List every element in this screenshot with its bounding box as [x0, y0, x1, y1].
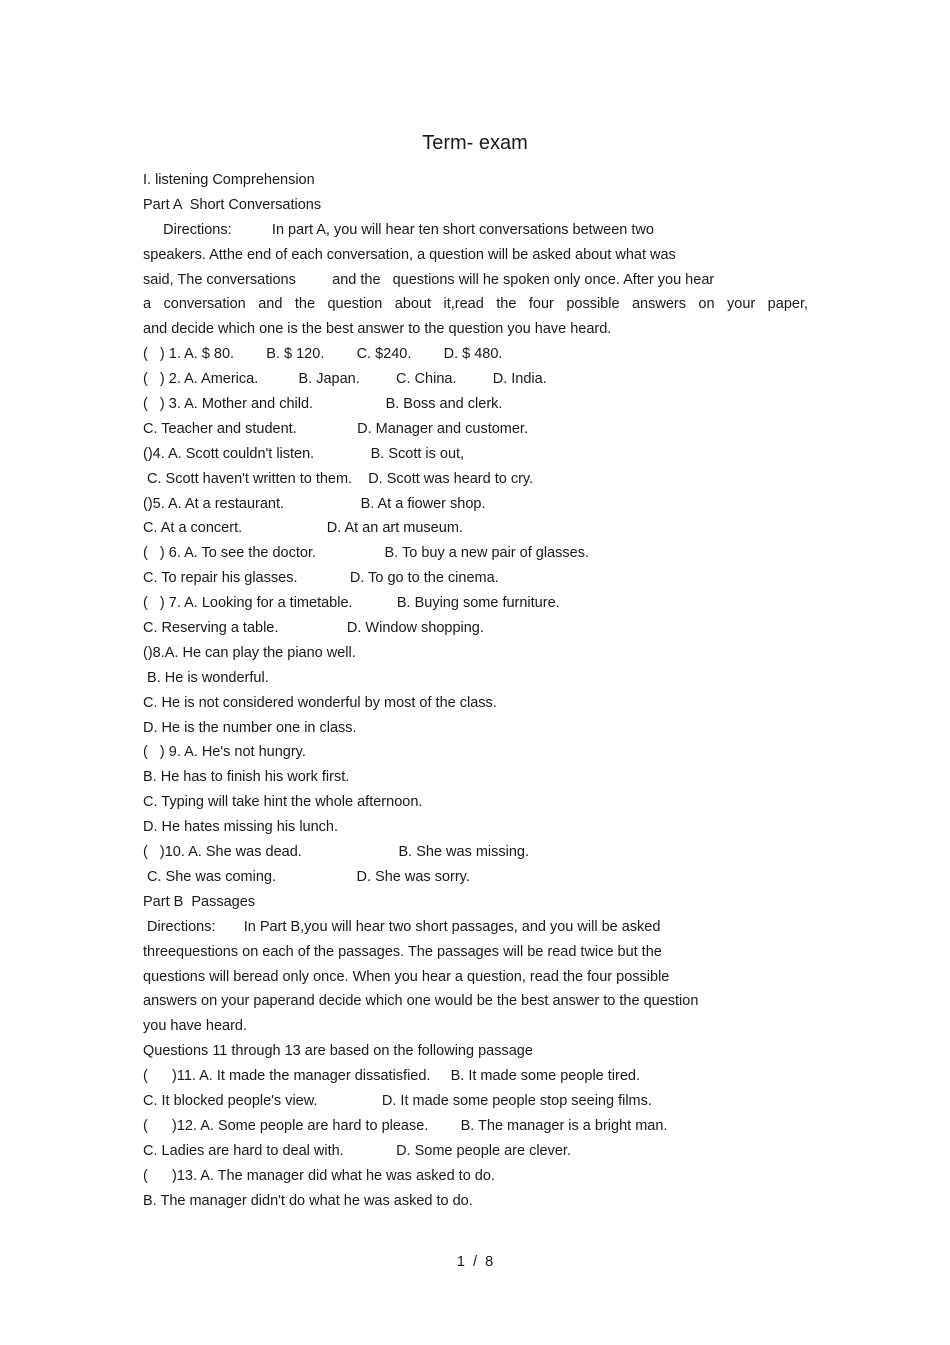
question-line: ( ) 2. A. America. B. Japan. C. China. D. India. [143, 371, 547, 388]
question-line: ()4. A. Scott couldn't listen. B. Scott is out, [143, 445, 465, 462]
directions-line: said, The conversations and the questions will he spoken only once. After you hear [143, 271, 715, 288]
question-line: C. To repair his glasses. D. To go to the cinema. [143, 570, 499, 587]
question-line: C. Teacher and student. D. Manager and customer. [143, 420, 528, 437]
question-line: C. At a concert. D. At an art museum. [143, 520, 463, 537]
directions-line: and decide which one is the best answer to the question you have heard. [143, 321, 612, 338]
question-line: C. Reserving a table. D. Window shopping. [143, 620, 484, 637]
question-line: ()8.A. He can play the piano well. [143, 644, 356, 661]
question-line: ( )13. A. The manager did what he was asked to do. [143, 1167, 495, 1184]
question-line: ( ) 6. A. To see the doctor. B. To buy a new pair of glasses. [143, 545, 589, 562]
directions-line: speakers. Atthe end of each conversation, a question will be asked about what was [143, 246, 676, 263]
directions-line: answers on your paperand decide which one would be the best answer to the question [143, 993, 699, 1010]
question-line: ()5. A. At a restaurant. B. At a fiower shop. [143, 495, 486, 512]
question-line: B. He has to finish his work first. [143, 769, 350, 786]
question-line: ( )12. A. Some people are hard to please. B. The manager is a bright man. [143, 1117, 668, 1134]
question-line: ( ) 9. A. He's not hungry. [143, 744, 306, 761]
question-line: D. He is the number one in class. [143, 719, 357, 736]
question-line: ( ) 3. A. Mother and child. B. Boss and clerk. [143, 396, 503, 413]
directions-line: a conversation and the question about it,read the four possible answers on your paper, [143, 296, 808, 313]
question-line: B. The manager didn't do what he was asked to do. [143, 1192, 473, 1209]
question-line: ( )10. A. She was dead. B. She was missing. [143, 844, 530, 861]
directions-line: Directions: In Part B,you will hear two short passages, and you will be asked [143, 918, 661, 935]
page-title: Term- exam [422, 132, 528, 154]
question-line: ( ) 7. A. Looking for a timetable. B. Buying some furniture. [143, 595, 560, 612]
passage-intro: Questions 11 through 13 are based on the following passage [143, 1043, 533, 1060]
question-line: C. She was coming. D. She was sorry. [143, 868, 470, 885]
question-line: ( ) 1. A. $ 80. B. $ 120. C. $240. D. $ 480. [143, 346, 503, 363]
question-line: C. It blocked people's view. D. It made some people stop seeing films. [143, 1092, 652, 1109]
directions-line: questions will beread only once. When you hear a question, read the four possible [143, 968, 670, 985]
section-heading: I. listening Comprehension [143, 172, 315, 188]
directions-line: threequestions on each of the passages. The passages will be read twice but the [143, 943, 662, 960]
question-line: C. Ladies are hard to deal with. D. Some people are clever. [143, 1142, 571, 1159]
question-line: D. He hates missing his lunch. [143, 819, 339, 836]
question-line: B. He is wonderful. [143, 669, 269, 686]
part-heading: Part B Passages [143, 893, 256, 910]
question-line: C. He is not considered wonderful by most of the class. [143, 694, 497, 711]
part-heading: Part A Short Conversations [143, 196, 322, 213]
directions-line: you have heard. [143, 1018, 247, 1035]
page-number: 1 / 8 [456, 1254, 494, 1270]
directions-line: Directions: In part A, you will hear ten short conversations between two [143, 221, 654, 238]
question-line: ( )11. A. It made the manager dissatisfied. B. It made some people tired. [143, 1068, 641, 1085]
question-line: C. Typing will take hint the whole afternoon. [143, 794, 423, 811]
question-line: C. Scott haven't written to them. D. Scott was heard to cry. [143, 470, 534, 487]
document-body [143, 168, 808, 1213]
